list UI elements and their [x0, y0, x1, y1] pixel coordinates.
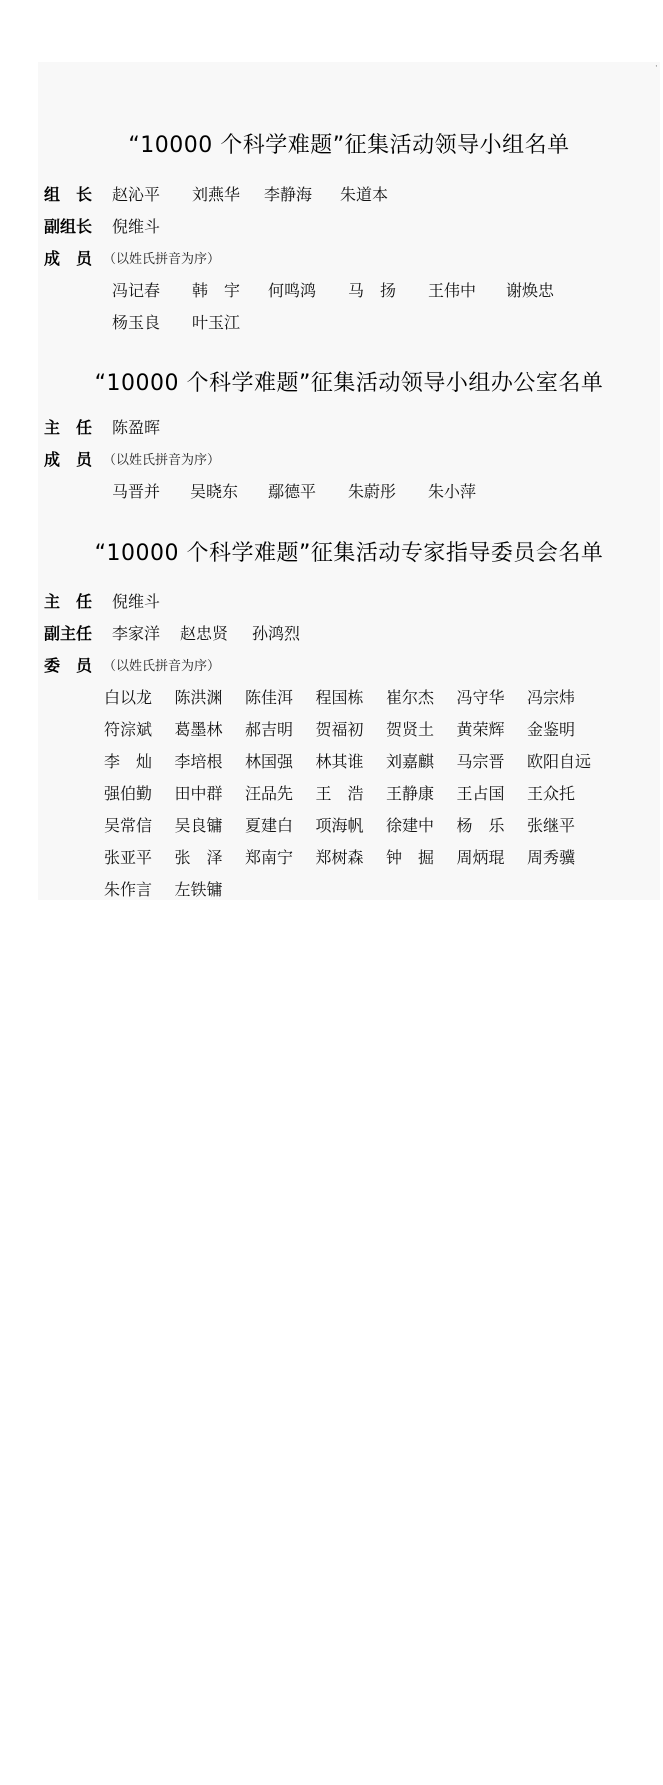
committee-member-name: 汪品先 — [245, 784, 294, 803]
committee-member-name: 夏建白 — [245, 816, 294, 835]
committee-director-name: 倪维斗 — [112, 592, 161, 611]
committee-members-order-note: （以姓氏拼音为序） — [103, 659, 221, 674]
committee-member-name: 杨 乐 — [456, 816, 505, 835]
label-committee-deputy: 副主任 — [44, 624, 93, 643]
leader-name: 朱道本 — [340, 185, 389, 204]
committee-member-name: 刘嘉麒 — [386, 752, 435, 771]
member-name: 叶玉江 — [192, 313, 241, 332]
committee-member-name: 林国强 — [245, 752, 294, 771]
office-member-name: 朱蔚彤 — [348, 482, 397, 501]
label-office-director: 主 任 — [44, 418, 93, 437]
committee-member-name: 张亚平 — [104, 848, 153, 867]
office-member-name: 鄢德平 — [268, 482, 317, 501]
committee-member-name: 李培根 — [174, 752, 223, 771]
committee-member-name: 周炳琨 — [456, 848, 505, 867]
committee-deputy-name: 赵忠贤 — [180, 624, 229, 643]
member-name: 杨玉良 — [112, 313, 161, 332]
committee-deputy-name: 李家洋 — [112, 624, 161, 643]
member-name: 韩 宇 — [192, 281, 241, 300]
committee-member-name: 张 泽 — [174, 848, 223, 867]
committee-member-name: 崔尔杰 — [386, 688, 435, 707]
committee-member-name: 左铁镛 — [174, 880, 223, 899]
members-row — [112, 310, 241, 367]
label-deputy-leader: 副组长 — [44, 217, 93, 236]
committee-member-name: 王众托 — [527, 784, 576, 803]
committee-member-name: 王静康 — [386, 784, 435, 803]
deputy-leader-name: 倪维斗 — [112, 217, 161, 236]
committee-member-name: 黄荣辉 — [456, 720, 505, 739]
committee-member-name: 吴常信 — [104, 816, 153, 835]
committee-member-name: 白以龙 — [104, 688, 153, 707]
label-group-leader: 组 长 — [44, 185, 93, 204]
committee-member-name: 王占国 — [456, 784, 505, 803]
committee-member-name: 冯守华 — [456, 688, 505, 707]
committee-member-name: 林其谁 — [315, 752, 364, 771]
committee-member-name: 贺福初 — [315, 720, 364, 739]
committee-member-name: 马宗晋 — [456, 752, 505, 771]
section-title-expert-committee: “10000 个科学难题”征集活动专家指导委员会名单 — [94, 541, 604, 566]
office-director-name: 陈盈晖 — [112, 418, 161, 437]
section-title-office: “10000 个科学难题”征集活动领导小组办公室名单 — [94, 371, 604, 396]
leader-name: 李静海 — [264, 185, 313, 204]
committee-member-name: 欧阳自远 — [527, 752, 592, 771]
committee-member-name: 贺贤土 — [386, 720, 435, 739]
committee-member-name: 李 灿 — [104, 752, 153, 771]
member-name: 冯记春 — [112, 281, 161, 300]
leader-name: 赵沁平 — [112, 185, 161, 204]
member-name: 王伟中 — [428, 281, 477, 300]
committee-member-name: 陈佳洱 — [245, 688, 294, 707]
committee-member-name: 陈洪渊 — [174, 688, 223, 707]
committee-member-name: 钟 掘 — [386, 848, 435, 867]
committee-deputy-name: 孙鸿烈 — [252, 624, 301, 643]
committee-member-name: 金鉴明 — [527, 720, 576, 739]
committee-member-name: 吴良镛 — [174, 816, 223, 835]
office-members-order-note: （以姓氏拼音为序） — [103, 453, 221, 468]
committee-member-name: 郑树森 — [315, 848, 364, 867]
label-committee-members: 委 员 — [44, 656, 93, 675]
committee-member-name: 周秀骥 — [527, 848, 576, 867]
committee-member-name: 郑南宁 — [245, 848, 294, 867]
committee-member-name: 徐建中 — [386, 816, 435, 835]
committee-member-name: 强伯勤 — [104, 784, 153, 803]
committee-member-name: 朱作言 — [104, 880, 153, 899]
label-committee-director: 主 任 — [44, 592, 93, 611]
office-member-name: 朱小萍 — [428, 482, 477, 501]
committee-member-name: 程国栋 — [315, 688, 364, 707]
member-name: 何鸣鸿 — [268, 281, 317, 300]
office-member-name: 吴晓东 — [190, 482, 239, 501]
members-order-note: （以姓氏拼音为序） — [103, 252, 221, 267]
label-office-members: 成 员 — [44, 450, 93, 469]
office-member-name: 马晋并 — [112, 482, 161, 501]
committee-member-name: 符淙斌 — [104, 720, 153, 739]
stray-mark: · — [655, 62, 658, 72]
committee-member-name: 王 浩 — [315, 784, 364, 803]
committee-member-name: 项海帆 — [315, 816, 364, 835]
committee-member-name: 田中群 — [174, 784, 223, 803]
committee-member-name: 冯宗炜 — [527, 688, 576, 707]
leader-name: 刘燕华 — [192, 185, 241, 204]
committee-member-name: 郝吉明 — [245, 720, 294, 739]
member-name: 马 扬 — [348, 281, 397, 300]
label-members: 成 员 — [44, 249, 93, 268]
committee-member-name: 葛墨林 — [174, 720, 223, 739]
member-name: 谢焕忠 — [506, 281, 555, 300]
committee-member-name: 张继平 — [527, 816, 576, 835]
section-title-leading-group: “10000 个科学难题”征集活动领导小组名单 — [128, 133, 570, 158]
